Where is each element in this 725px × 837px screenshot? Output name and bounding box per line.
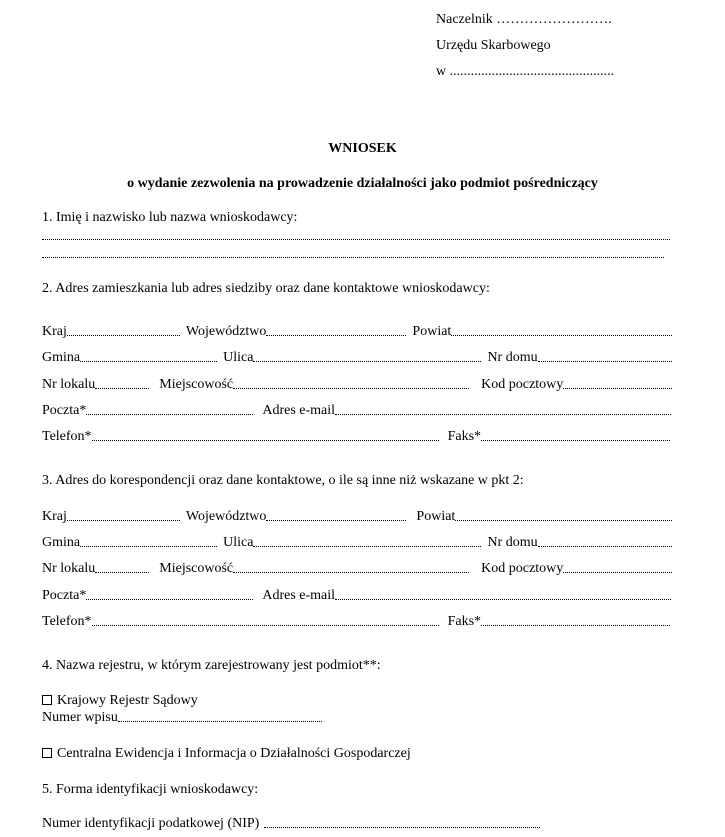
address-row-kraj [42,323,672,339]
ceidg-label: Centralna Ewidencja i Informacja o Działalności Gospodarczej [57,746,411,761]
corr-label-faks: Faks* [447,614,482,629]
faks-field[interactable] [481,440,670,441]
wojewodztwo-field[interactable] [266,335,406,336]
option-ceidg[interactable] [42,747,411,761]
corr-label-ulica: Ulica [223,535,254,550]
label-wojewodztwo: Województwo [185,324,267,339]
corr-label-wojewodztwo: Województwo [185,509,267,524]
corr-telefon-field[interactable] [92,625,439,626]
section-1-heading: 1. Imię i nazwisko lub nazwa wnioskodawcy: [42,210,298,225]
corr-kod-pocztowy-field[interactable] [563,572,672,573]
nr-domu-field[interactable] [538,361,672,362]
corr-row-poczta [42,587,671,603]
label-kod-pocztowy: Kod pocztowy [481,377,564,392]
label-email: Adres e-mail [262,403,336,418]
label-poczta: Poczta* [42,403,87,418]
corr-poczta-field[interactable] [86,599,253,600]
label-kraj: Kraj [42,324,67,339]
address-row-gmina [42,349,672,365]
ulica-field[interactable] [253,361,481,362]
label-faks: Faks* [447,429,482,444]
nr-lokalu-field[interactable] [95,388,149,389]
numer-wpisu-row [42,709,322,725]
corr-ulica-field[interactable] [253,546,481,547]
corr-row-gmina [42,534,672,550]
label-powiat: Powiat [412,324,452,339]
corr-label-kraj: Kraj [42,509,67,524]
addressee-line-1: Naczelnik ……………………. [436,12,612,27]
gmina-field[interactable] [80,361,217,362]
numer-wpisu-field[interactable] [118,721,322,722]
corr-row-nr-lokalu [42,560,672,576]
corr-label-powiat: Powiat [416,509,456,524]
telefon-field[interactable] [92,440,439,441]
corr-label-nr-domu: Nr domu [487,535,538,550]
poczta-field[interactable] [86,414,253,415]
corr-miejscowosc-field[interactable] [233,572,469,573]
corr-nr-lokalu-field[interactable] [95,572,149,573]
powiat-field[interactable] [451,335,672,336]
corr-nr-domu-field[interactable] [538,546,672,547]
address-row-poczta [42,402,671,418]
krs-label: Krajowy Rejestr Sądowy [57,693,198,708]
label-numer-wpisu: Numer wpisu [42,710,118,725]
option-krs[interactable] [42,694,198,708]
corr-email-field[interactable] [335,599,671,600]
label-nr-lokalu: Nr lokalu [42,377,96,392]
corr-gmina-field[interactable] [80,546,217,547]
miejscowosc-field[interactable] [233,388,469,389]
nip-row [42,815,540,831]
address-row-nr-lokalu [42,376,672,392]
corr-label-kod-pocztowy: Kod pocztowy [481,561,564,576]
corr-label-email: Adres e-mail [262,588,336,603]
corr-faks-field[interactable] [481,625,670,626]
email-field[interactable] [335,414,671,415]
label-miejscowosc: Miejscowość [159,377,234,392]
corr-label-miejscowosc: Miejscowość [159,561,234,576]
label-nip: Numer identyfikacji podatkowej (NIP) [42,816,260,831]
corr-label-nr-lokalu: Nr lokalu [42,561,96,576]
corr-label-gmina: Gmina [42,535,81,550]
addressee-line-3: w ............................................... [436,64,615,79]
ceidg-checkbox[interactable] [42,748,52,758]
section-4-heading: 4. Nazwa rejestru, w którym zarejestrowany jest podmiot**: [42,658,381,673]
corr-row-kraj [42,508,672,524]
label-ulica: Ulica [223,350,254,365]
corr-label-telefon: Telefon* [42,614,92,629]
label-gmina: Gmina [42,350,81,365]
label-nr-domu: Nr domu [487,350,538,365]
nip-field[interactable] [264,827,540,828]
corr-kraj-field[interactable] [67,520,180,521]
kod-pocztowy-field[interactable] [563,388,672,389]
address-row-telefon [42,428,670,444]
kraj-field[interactable] [67,335,180,336]
addressee-line-2: Urzędu Skarbowego [436,38,551,53]
section-5-heading: 5. Forma identyfikacji wnioskodawcy: [42,782,259,797]
document-title: WNIOSEK [328,141,397,156]
krs-checkbox[interactable] [42,695,52,705]
label-telefon: Telefon* [42,429,92,444]
document-subtitle: o wydanie zezwolenia na prowadzenie działalności jako podmiot pośredniczący [127,176,598,191]
corr-row-telefon [42,613,670,629]
section-3-heading: 3. Adres do korespondencji oraz dane kontaktowe, o ile są inne niż wskazane w pkt 2: [42,473,524,488]
corr-label-poczta: Poczta* [42,588,87,603]
corr-powiat-field[interactable] [455,520,672,521]
name-fill-line-1[interactable] [42,239,670,240]
name-fill-line-2[interactable] [42,257,664,258]
corr-wojewodztwo-field[interactable] [266,520,406,521]
section-2-heading: 2. Adres zamieszkania lub adres siedziby oraz dane kontaktowe wnioskodawcy: [42,281,490,296]
